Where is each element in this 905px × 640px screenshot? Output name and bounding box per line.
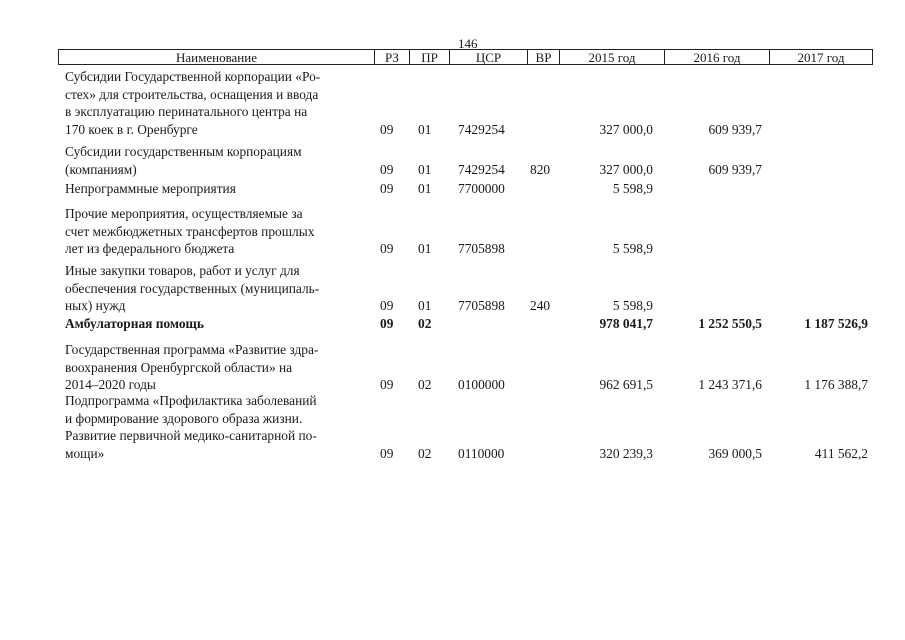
row-name-line: Непрограммные мероприятия: [65, 181, 236, 196]
row-name: [65, 180, 365, 198]
cell-pr: 02: [418, 445, 432, 461]
cell-csr: 0110000: [458, 445, 505, 461]
cell-vr: 240: [530, 298, 551, 313]
cell-rz: 09: [380, 377, 394, 392]
row-name-line: Субсидии государственным корпорациям: [65, 144, 302, 159]
row-name: [65, 68, 365, 138]
cell-pr: 01: [418, 181, 432, 196]
row-name-line: Прочие мероприятия, осуществляемые за: [65, 206, 303, 221]
cell-csr: 7429254: [458, 161, 505, 177]
cell-y2015: 5 598,9: [612, 241, 653, 256]
cell-y2015: 5 598,9: [612, 298, 653, 313]
cell-csr: 0100000: [458, 377, 505, 392]
page-number: 146: [458, 36, 478, 51]
header-2017: 2017 год: [769, 50, 872, 64]
cell-y2016: 609 939,7: [708, 121, 762, 137]
row-name-line: в эксплуатацию перинатального центра на: [65, 104, 308, 119]
table-header: [58, 49, 873, 65]
cell-rz: 09: [380, 161, 394, 177]
row-name-line: лет из федерального бюджета: [65, 241, 235, 256]
cell-rz: 09: [380, 298, 394, 313]
row-name-line: (компаниям): [65, 161, 137, 177]
cell-csr: 7429254: [458, 121, 505, 137]
cell-y2015: 978 041,7: [599, 316, 653, 331]
row-name: [65, 262, 365, 315]
row-name: [65, 143, 365, 178]
cell-y2017: 411 562,2: [814, 445, 868, 461]
row-name-line: стех» для строительства, оснащения и ввода: [65, 86, 319, 102]
cell-y2016: 1 243 371,6: [698, 377, 762, 392]
header-pr: ПР: [409, 50, 449, 64]
header-vr: ВР: [527, 50, 559, 64]
header-2016: 2016 год: [664, 50, 769, 64]
cell-pr: 02: [418, 377, 432, 392]
row-name-line: Субсидии Государственной корпорации «Ро-: [65, 69, 321, 84]
row-name-line: обеспечения государственных (муниципаль-: [65, 280, 320, 296]
cell-y2015: 327 000,0: [599, 121, 653, 137]
row-name-line: Подпрограмма «Профилактика заболеваний: [65, 393, 317, 408]
cell-pr: 01: [418, 298, 432, 313]
row-name-line: счет межбюджетных трансфертов прошлых: [65, 223, 315, 239]
cell-y2015: 962 691,5: [599, 377, 653, 392]
cell-csr: 7700000: [458, 181, 505, 196]
cell-rz: 09: [380, 445, 394, 461]
cell-y2015: 5 598,9: [612, 181, 653, 196]
row-name: [65, 341, 365, 394]
cell-rz: 09: [380, 121, 394, 137]
row-name-line: Государственная программа «Развитие здра-: [65, 342, 319, 357]
row-name-line: 170 коек в г. Оренбурге: [65, 121, 198, 137]
row-name-line: Амбулаторная помощь: [65, 316, 204, 331]
header-name: Наименование: [176, 50, 257, 65]
row-name-line: мощи»: [65, 445, 105, 461]
cell-y2015: 320 239,3: [599, 445, 653, 461]
cell-rz: 09: [380, 241, 394, 256]
cell-y2017: 1 187 526,9: [804, 316, 868, 331]
cell-rz: 09: [380, 316, 394, 331]
cell-pr: 01: [418, 161, 432, 177]
header-rz: РЗ: [374, 50, 409, 64]
row-name-line: ных) нужд: [65, 298, 126, 313]
cell-y2016: 1 252 550,5: [698, 316, 762, 331]
row-name-line: Развитие первичной медико-санитарной по-: [65, 428, 317, 443]
cell-csr: 7705898: [458, 241, 505, 256]
cell-pr: 02: [418, 316, 432, 331]
cell-csr: 7705898: [458, 298, 505, 313]
cell-y2016: 369 000,5: [708, 445, 762, 461]
header-csr: ЦСР: [449, 50, 527, 64]
cell-vr: 820: [530, 161, 551, 177]
row-name-line: воохранения Оренбургской области» на: [65, 359, 293, 375]
row-name-line: 2014–2020 годы: [65, 377, 156, 392]
row-name: [65, 315, 365, 333]
row-name-line: и формирование здорового образа жизни.: [65, 410, 303, 426]
cell-y2016: 609 939,7: [708, 161, 762, 177]
cell-pr: 01: [418, 121, 432, 137]
cell-rz: 09: [380, 181, 394, 196]
header-2015: 2015 год: [559, 50, 664, 64]
row-name: [65, 392, 365, 462]
cell-pr: 01: [418, 241, 432, 256]
cell-y2017: 1 176 388,7: [804, 377, 868, 392]
row-name: [65, 205, 365, 258]
cell-y2015: 327 000,0: [599, 161, 653, 177]
row-name-line: Иные закупки товаров, работ и услуг для: [65, 263, 300, 278]
